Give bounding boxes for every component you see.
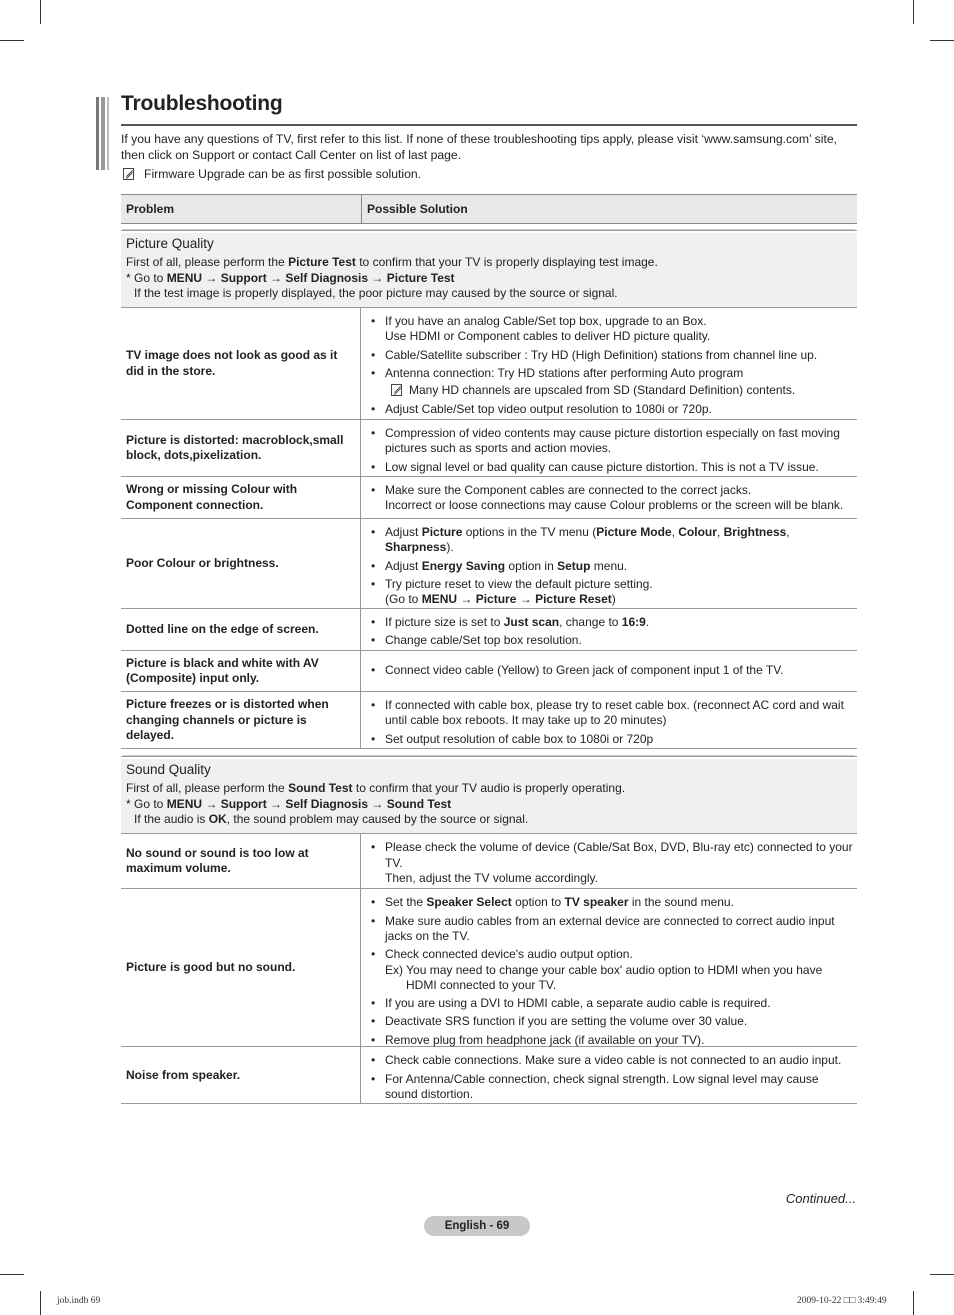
table-row (121, 692, 857, 749)
solution-cell (361, 889, 857, 1046)
note-icon (123, 168, 134, 180)
list-item: • Connect video cable (Yellow) to Green jack of component input 1 of the TV. (371, 663, 783, 678)
crop-mark (930, 1274, 954, 1275)
troubleshooting-table (121, 194, 857, 1104)
list-item: • Set the Speaker Select option to TV speaker in the sound menu. (371, 895, 853, 910)
table-row (121, 1047, 857, 1104)
section-line: First of all, please perform the Sound Test to confirm that your TV audio is properly operating. (126, 781, 626, 796)
list-item: • Set output resolution of cable box to 1080i or 720p (371, 732, 853, 747)
intro-text: If you have any questions of TV, first refer to this list. If none of these troubleshooting tips apply, please visit ‘www.samsung.com’ site, then click on Support or contact Call Center on list of last page. (121, 132, 838, 162)
list-item: • Please check the volume of device (Cable/Sat Box, DVD, Blu-ray etc) connected to your TV. Then, adjust the TV volume accordingly. (371, 840, 853, 886)
title-decoration (96, 97, 110, 170)
list-item: • Cable/Satellite subscriber : Try HD (High Definition) stations from channel line up. (371, 348, 853, 363)
problem-cell: Wrong or missing Colour with Component connection. (121, 477, 361, 518)
table-row (121, 651, 857, 692)
list-item: • Adjust Energy Saving option in Setup menu. (371, 559, 853, 574)
crop-mark (0, 1274, 24, 1275)
list-item: • Make sure audio cables from an external device are connected to correct audio input jacks on the TV. (371, 914, 853, 945)
problem-cell: Dotted line on the edge of screen. (121, 609, 361, 650)
list-item: • For Antenna/Cable connection, check signal strength. Low signal level may cause sound distortion. (371, 1072, 853, 1103)
solution-cell (361, 420, 857, 476)
list-item: • If connected with cable box, please try to reset cable box. (reconnect AC cord and wait until cable box reboots. It may take up to 20 minutes) (371, 698, 853, 729)
section-heading: Picture Quality (126, 236, 214, 251)
section-line: First of all, please perform the Picture Test to confirm that your TV is properly displaying test image. (126, 255, 658, 270)
list-item: • Low signal level or bad quality can cause picture distortion. This is not a TV issue. (371, 460, 853, 475)
table-header (121, 194, 857, 224)
list-item: • Check cable connections. Make sure a video cable is not connected to an audio input. (371, 1053, 853, 1068)
list-item: • Deactivate SRS function if you are setting the volume over 30 value. (371, 1014, 853, 1029)
section-line: * Go to MENU → Support → Self Diagnosis → Sound Test (126, 796, 452, 811)
problem-cell: Noise from speaker. (121, 1047, 361, 1103)
list-item: • If you are using a DVI to HDMI cable, a separate audio cable is required. (371, 996, 853, 1011)
table-row (121, 609, 857, 651)
list-item: • Remove plug from headphone jack (if available on your TV). (371, 1033, 853, 1048)
page-title: Troubleshooting (121, 92, 283, 115)
problem-cell: Picture is good but no sound. (121, 889, 361, 1046)
section-line: If the test image is properly displayed, the poor picture may caused by the source or signal. (134, 285, 618, 300)
solution-cell (361, 651, 857, 691)
crop-mark (913, 1291, 914, 1315)
solution-cell (361, 834, 857, 888)
list-item: • Adjust Picture options in the TV menu (Picture Mode, Colour, Brightness, Sharpness). (371, 525, 853, 556)
section-line: If the audio is OK, the sound problem may caused by the source or signal. (134, 812, 529, 827)
crop-mark (0, 40, 24, 41)
list-item: • Antenna connection: Try HD stations after performing Auto program Many HD channels are upscaled from SD (Standard Definition) contents. (371, 366, 853, 399)
list-item: • If picture size is set to Just scan, change to 16:9. (371, 615, 853, 630)
list-item: • Check connected device's audio output option. Ex) You may need to change your cable box' audio option to HDMI when you have HDMI connected to your TV. (371, 947, 853, 993)
problem-cell: Picture is black and white with AV (Composite) input only. (121, 651, 361, 691)
list-item: • Compression of video contents may cause picture distortion especially on fast moving pictures such as sports and action movies. (371, 426, 853, 457)
list-item: • Try picture reset to view the default picture setting. (Go to MENU → Picture → Picture Reset) (371, 577, 853, 608)
problem-cell: No sound or sound is too low at maximum volume. (121, 834, 361, 888)
note-text: Firmware Upgrade can be as first possible solution. (144, 167, 422, 181)
list-item: • If you have an analog Cable/Set top box, upgrade to an Box. Use HDMI or Component cables to deliver HD picture quality. (371, 314, 853, 345)
note (121, 167, 421, 182)
section-picture-quality (121, 230, 857, 308)
column-header-problem: Problem (121, 195, 362, 223)
page-number-badge: English - 69 (424, 1216, 530, 1236)
table-row (121, 420, 857, 477)
crop-mark (913, 0, 914, 24)
table-row (121, 889, 857, 1047)
problem-cell: TV image does not look as good as it did in the store. (121, 308, 361, 419)
list-item: • Adjust Cable/Set top video output resolution to 1080i or 720p. (371, 402, 853, 417)
column-header-solution: Possible Solution (367, 202, 468, 216)
solution-cell (361, 609, 857, 650)
table-row (121, 477, 857, 519)
solution-cell (361, 519, 857, 608)
footer-right: 2009-10-22 □□ 3:49:49 (797, 1296, 887, 1306)
table-row (121, 519, 857, 609)
crop-mark (930, 40, 954, 41)
solution-cell (361, 477, 857, 518)
section-sound-quality (121, 756, 857, 834)
table-row (121, 834, 857, 889)
problem-cell: Poor Colour or brightness. (121, 519, 361, 608)
section-heading: Sound Quality (126, 762, 211, 778)
crop-mark (40, 0, 41, 24)
title-rule (121, 124, 857, 126)
problem-cell: Picture freezes or is distorted when changing channels or picture is delayed. (121, 692, 361, 748)
table-row (121, 308, 857, 420)
crop-mark (40, 1291, 41, 1315)
footer-left: job.indb 69 (57, 1296, 101, 1306)
solution-cell (361, 1047, 857, 1103)
continued-label: Continued... (785, 1191, 856, 1206)
list-item: • Change cable/Set top box resolution. (371, 633, 853, 648)
problem-cell: Picture is distorted: macroblock,small block, dots,pixelization. (121, 420, 361, 476)
section-line: * Go to MENU → Support → Self Diagnosis → Picture Test (126, 270, 455, 285)
solution-cell (361, 692, 857, 748)
note-icon (391, 384, 402, 396)
list-item: • Make sure the Component cables are connected to the correct jacks. Incorrect or loose connections may cause Colour problems or the screen will be blank. (371, 483, 853, 514)
solution-cell (361, 308, 857, 419)
